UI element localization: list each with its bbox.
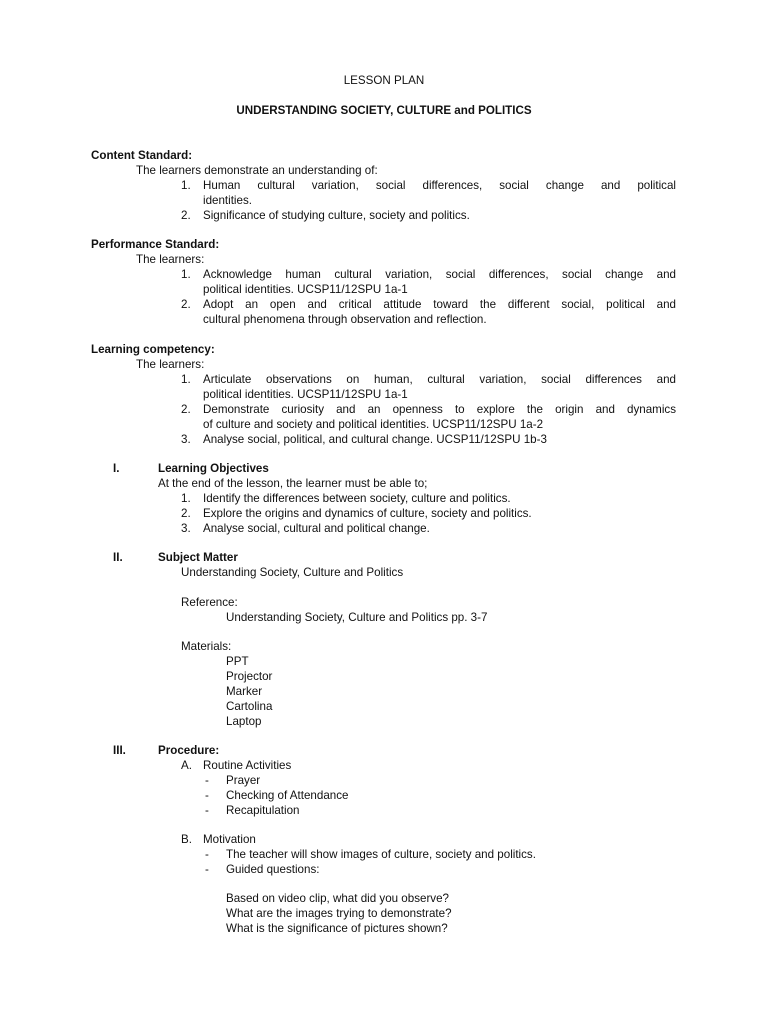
list-letter: B. — [181, 833, 192, 846]
list-number: 3. — [181, 522, 191, 535]
section-numeral: III. — [113, 744, 126, 757]
dash-bullet: - — [205, 863, 209, 876]
learning-competency-intro: The learners: — [136, 358, 205, 371]
list-item: Identify the differences between society, culture and politics. — [203, 492, 511, 505]
list-item-continuation: political identities. UCSP11/12SPU 1a-1 — [203, 283, 408, 296]
material-item: Laptop — [226, 715, 262, 728]
list-letter: A. — [181, 759, 192, 772]
reference-label: Reference: — [181, 596, 238, 609]
routine-activities-label: Routine Activities — [203, 759, 292, 772]
list-item: Articulate observations on human, cultural variation, social differences and — [203, 373, 676, 386]
subject-text: Understanding Society, Culture and Politics — [181, 566, 404, 579]
motivation-label: Motivation — [203, 833, 256, 846]
guided-question: What is the significance of pictures shown? — [226, 922, 448, 935]
routine-item: Checking of Attendance — [226, 789, 349, 802]
motivation-item: Guided questions: — [226, 863, 320, 876]
list-item: Significance of studying culture, society and politics. — [203, 209, 470, 222]
list-item-continuation: of culture and society and political identities. UCSP11/12SPU 1a-2 — [203, 418, 544, 431]
guided-question: Based on video clip, what did you observe? — [226, 892, 449, 905]
list-item-continuation: identities. — [203, 194, 252, 207]
performance-standard-intro: The learners: — [136, 253, 205, 266]
list-number: 1. — [181, 179, 191, 192]
subject-matter-heading: Subject Matter — [158, 551, 238, 564]
learning-competency-heading: Learning competency: — [91, 343, 215, 356]
dash-bullet: - — [205, 789, 209, 802]
list-item: Analyse social, political, and cultural change. UCSP11/12SPU 1b-3 — [203, 433, 547, 446]
material-item: Projector — [226, 670, 273, 683]
guided-question: What are the images trying to demonstrate? — [226, 907, 452, 920]
dash-bullet: - — [205, 848, 209, 861]
list-item: Acknowledge human cultural variation, social differences, social change and — [203, 268, 676, 281]
list-number: 2. — [181, 507, 191, 520]
list-number: 2. — [181, 298, 191, 311]
list-number: 1. — [181, 492, 191, 505]
list-item: Demonstrate curiosity and an openness to explore the origin and dynamics — [203, 403, 676, 416]
list-number: 3. — [181, 433, 191, 446]
list-number: 1. — [181, 268, 191, 281]
section-numeral: II. — [113, 551, 123, 564]
section-numeral: I. — [113, 462, 120, 475]
content-standard-intro: The learners demonstrate an understanding of: — [136, 164, 378, 177]
material-item: Marker — [226, 685, 263, 698]
list-item-continuation: cultural phenomena through observation and reflection. — [203, 313, 487, 326]
learning-objectives-heading: Learning Objectives — [158, 462, 269, 475]
course-title: UNDERSTANDING SOCIETY, CULTURE and POLITICS — [236, 104, 532, 117]
learning-objectives-intro: At the end of the lesson, the learner must be able to; — [158, 477, 428, 490]
motivation-item: The teacher will show images of culture, society and politics. — [226, 848, 536, 861]
list-number: 1. — [181, 373, 191, 386]
material-item: Cartolina — [226, 700, 273, 713]
performance-standard-heading: Performance Standard: — [91, 238, 220, 251]
list-item-continuation: political identities. UCSP11/12SPU 1a-1 — [203, 388, 408, 401]
dash-bullet: - — [205, 804, 209, 817]
dash-bullet: - — [205, 774, 209, 787]
doc-title: LESSON PLAN — [343, 74, 425, 87]
list-number: 2. — [181, 403, 191, 416]
material-item: PPT — [226, 655, 249, 668]
reference-text: Understanding Society, Culture and Politics pp. 3-7 — [226, 611, 488, 624]
list-number: 2. — [181, 209, 191, 222]
list-item: Analyse social, cultural and political change. — [203, 522, 430, 535]
materials-label: Materials: — [181, 640, 232, 653]
routine-item: Recapitulation — [226, 804, 300, 817]
list-item: Explore the origins and dynamics of culture, society and politics. — [203, 507, 532, 520]
content-standard-heading: Content Standard: — [91, 149, 193, 162]
routine-item: Prayer — [226, 774, 261, 787]
procedure-heading: Procedure: — [158, 744, 220, 757]
list-item: Adopt an open and critical attitude toward the different social, political and — [203, 298, 676, 311]
list-item: Human cultural variation, social differences, social change and political — [203, 179, 676, 192]
